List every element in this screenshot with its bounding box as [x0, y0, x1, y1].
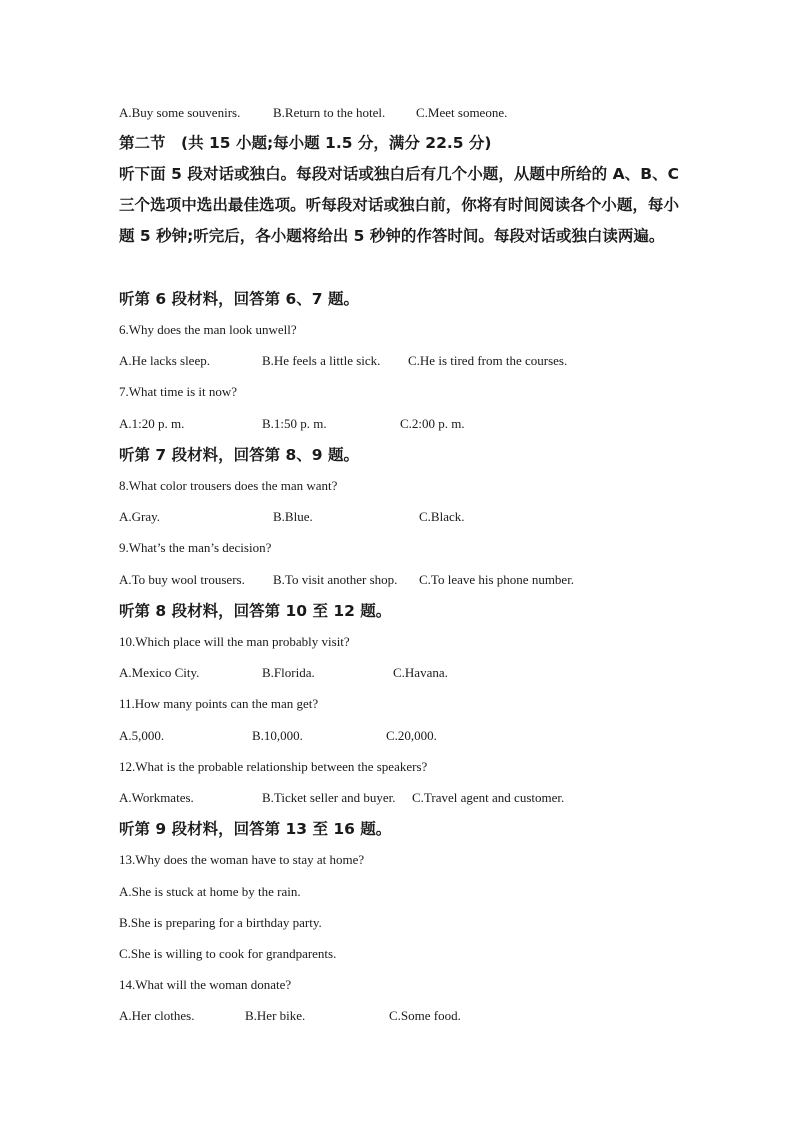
question-10: 10.Which place will the man probably visit? [119, 634, 350, 649]
q7-option-b: B.1:50 p. m. [262, 416, 327, 431]
question-6: 6.Why does the man look unwell? [119, 322, 297, 337]
q11-option-a: A.5,000. [119, 728, 165, 743]
question-11: 11.How many points can the man get? [119, 696, 319, 711]
q8-option-c: C.Black. [419, 509, 465, 524]
prev-option-c: C.Meet someone. [416, 105, 508, 120]
prev-option-a: A.Buy some souvenirs. [119, 105, 241, 120]
q10-option-a: A.Mexico City. [119, 665, 200, 680]
q14-option-b: B.Her bike. [245, 1008, 306, 1023]
q8-option-a: A.Gray. [119, 509, 161, 524]
q7-option-a: A.1:20 p. m. [119, 416, 185, 431]
q7-option-c: C.2:00 p. m. [400, 416, 465, 431]
q6-option-b: B.He feels a little sick. [262, 353, 381, 368]
q12-option-c: C.Travel agent and customer. [412, 790, 565, 805]
q13-option-b: B.She is preparing for a birthday party. [119, 915, 322, 930]
group-7-heading: 听第 7 段材料，回答第 8、9 题。 [119, 446, 359, 464]
prev-option-b: B.Return to the hotel. [273, 105, 386, 120]
q10-option-b: B.Florida. [262, 665, 315, 680]
q10-option-c: C.Havana. [393, 665, 448, 680]
question-12: 12.What is the probable relationship between the speakers? [119, 759, 428, 774]
q9-option-a: A.To buy wool trousers. [119, 572, 245, 587]
question-8: 8.What color trousers does the man want? [119, 478, 338, 493]
question-9: 9.What’s the man’s decision? [119, 540, 272, 555]
q8-option-b: B.Blue. [273, 509, 313, 524]
q12-option-a: A.Workmates. [119, 790, 194, 805]
q11-option-b: B.10,000. [252, 728, 303, 743]
q6-option-c: C.He is tired from the courses. [408, 353, 568, 368]
q9-option-c: C.To leave his phone number. [419, 572, 575, 587]
question-7: 7.What time is it now? [119, 384, 238, 399]
group-9-heading: 听第 9 段材料，回答第 13 至 16 题。 [119, 820, 392, 838]
question-13: 13.Why does the woman have to stay at home? [119, 852, 365, 867]
q11-option-c: C.20,000. [386, 728, 437, 743]
q9-option-b: B.To visit another shop. [273, 572, 398, 587]
q14-option-c: C.Some food. [389, 1008, 461, 1023]
instructions: 听下面 5 段对话或独白。每段对话或独白后有几个小题，从题中所给的 A、B、C 三个选项中选出最佳选项。听每段对话或独白前，你将有时间阅读各个小题，每小题 5 秒钟;听完后，各小题将给出 5 秒钟的作答时间。每段对话或独白读两遍。 [119, 165, 679, 245]
q14-option-a: A.Her clothes. [119, 1008, 195, 1023]
q6-option-a: A.He lacks sleep. [119, 353, 210, 368]
question-14: 14.What will the woman donate? [119, 977, 292, 992]
q13-option-c: C.She is willing to cook for grandparents. [119, 946, 337, 961]
group-6-heading: 听第 6 段材料，回答第 6、7 题。 [119, 290, 359, 308]
q13-option-a: A.She is stuck at home by the rain. [119, 884, 301, 899]
q12-option-b: B.Ticket seller and buyer. [262, 790, 396, 805]
group-8-heading: 听第 8 段材料，回答第 10 至 12 题。 [119, 602, 392, 620]
section-title: 第二节 (共 15 小题;每小题 1.5 分，满分 22.5 分) [119, 134, 492, 152]
